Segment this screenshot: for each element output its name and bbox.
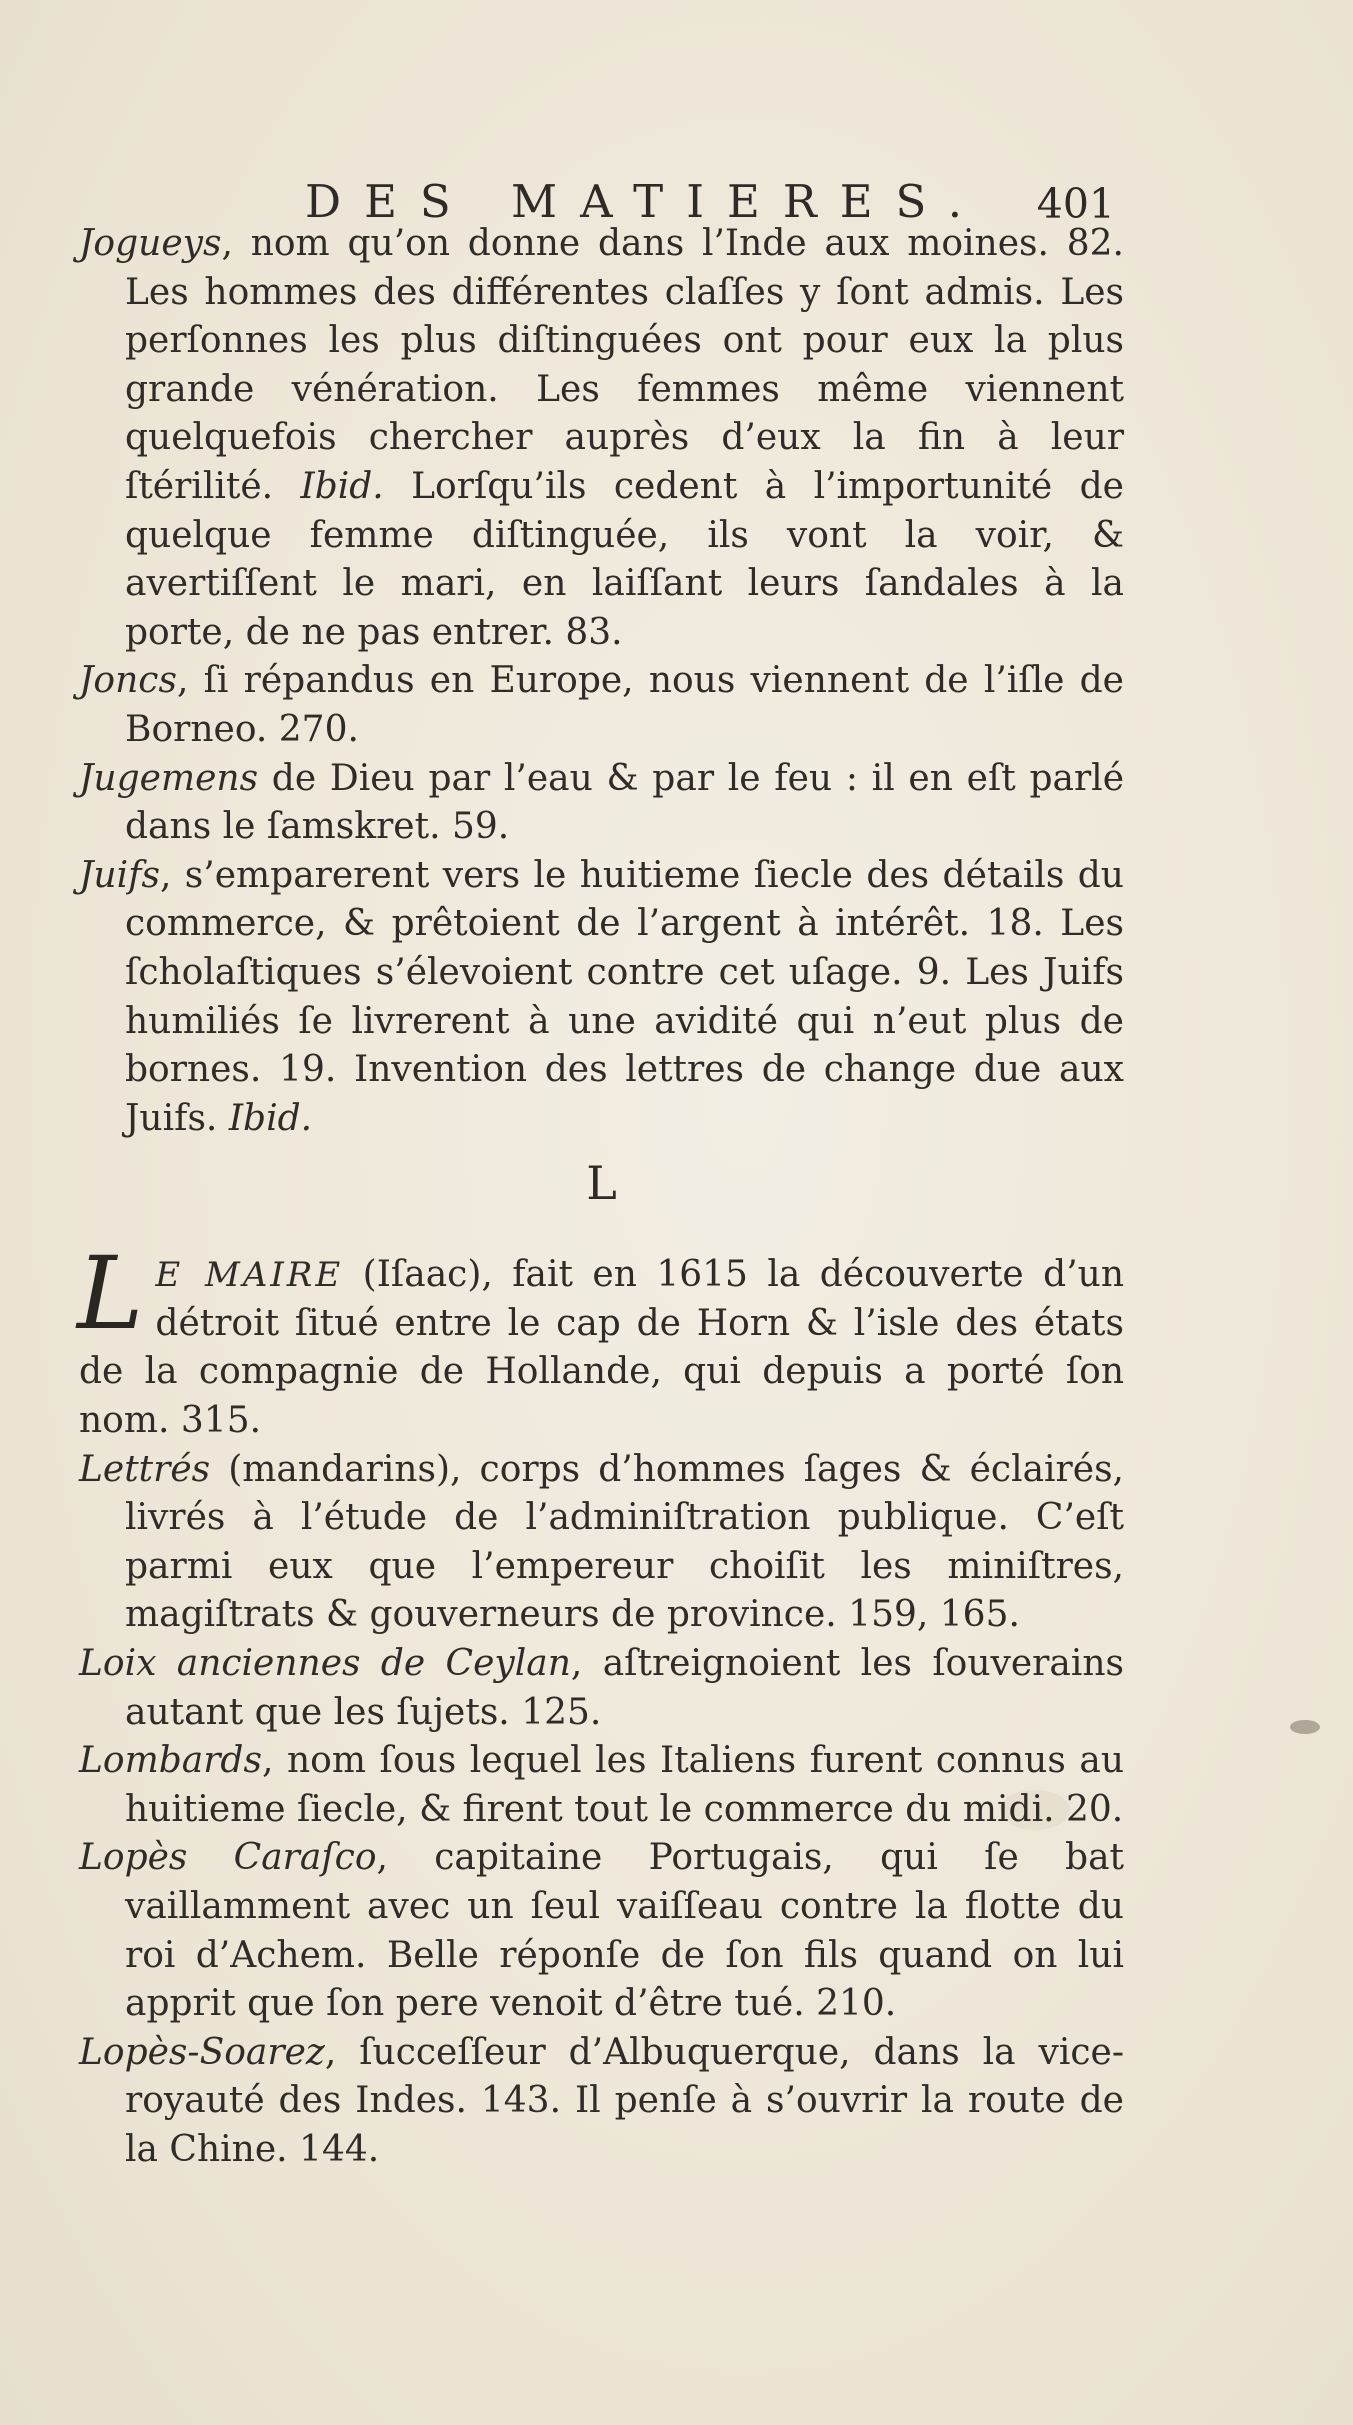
entry-headword: Jogueys xyxy=(79,223,222,264)
entry-text: , ſucceſſeur d’Albuquerque, dans la vice-royauté des Indes. 143. Il penſe à s’ouvrir la route de la Chine. 144. xyxy=(125,2031,1124,2170)
entry-text: , s’emparerent vers le huitieme ſiecle des détails du commerce, & prêtoient de l’argent à intérêt. 18. Les ſcholaſtiques s’élevoient contre cet uſage. 9. Les Juifs humiliés ſe livrerent à une avidité qui n’eut plus de bornes. 19. Invention des lettres de change due aux Juifs. xyxy=(125,854,1124,1139)
entry-headword: Juifs xyxy=(79,854,160,896)
entry-ref: Ibid. xyxy=(228,1097,313,1139)
entry-text: de Dieu par l’eau & par le feu : il en eſt parlé dans le ſamskret. 59. xyxy=(125,757,1124,848)
index-entry-jugemens xyxy=(79,755,1124,852)
entry-headword: Joncs xyxy=(79,660,177,702)
entry-text: Lorſqu’ils cedent à l’importunité de quelque femme diſtinguée, ils vont la voir, & avertiſſent le mari, en laiſſant leurs ſandales à la porte, de ne pas entrer. 83. xyxy=(125,465,1124,653)
index-entry-juifs xyxy=(79,852,1124,1144)
entry-text: , aſtreignoient les ſouverains autant que les ſujets. 125. xyxy=(125,1643,1124,1733)
entry-text: , nom ſous lequel les Italiens furent connus au huitieme ſiecle, & firent tout le commerce du midi. 20. xyxy=(125,1740,1124,1830)
entry-text: , ſi répandus en Europe, nous viennent de l’iſle de Borneo. 270. xyxy=(125,660,1124,750)
index-text xyxy=(79,220,1124,2175)
entry-headword: Lopès-Soarez xyxy=(79,2031,325,2073)
entry-text: , nom qu’on donne dans l’Inde aux moines. 82. Les hommes des différentes claſſes y ſont admis. Les perſonnes les plus diſtinguées ont pour eux la plus grande vénération. Les femmes même viennent quelquefois chercher auprès d’eux la fin à leur ſtérilité. xyxy=(125,223,1124,507)
index-entry-lombards xyxy=(79,1737,1124,1834)
drop-cap: L xyxy=(77,1235,144,1353)
entry-headword: Loix anciennes de Ceylan xyxy=(79,1643,571,1685)
index-entry-lopes-soarez xyxy=(79,2029,1124,2175)
index-entry-jogueys xyxy=(79,220,1124,657)
entry-text: (Iſaac), fait en 1615 la découverte d’un détroit ſitué entre le cap de Horn & l’isle des états de la compagnie de Hollande, qui depuis a porté ſon nom. 315. xyxy=(79,1254,1125,1442)
entry-text: (mandarins), corps d’hommes ſages & éclairés, livrés à l’étude de l’adminiſtration publique. C’eſt parmi eux que l’empereur choiſit les miniſtres, magiſtrats & gouverneurs de province. 159, 165. xyxy=(125,1448,1124,1636)
page-number: 401 xyxy=(1036,180,1115,228)
entry-headword: Lettrés xyxy=(79,1448,211,1490)
entry-headword: Lombards xyxy=(79,1740,262,1782)
index-entry-loix xyxy=(79,1640,1124,1737)
running-title: DES MATIERES. xyxy=(305,175,986,228)
section-letter: L xyxy=(586,1156,617,1211)
paper-stain xyxy=(1290,1720,1320,1734)
entry-text: , capitaine Portugais, qui ſe bat vaillamment avec un ſeul vaiſſeau contre la flotte du roi d’Achem. Belle réponſe de ſon fils quand on lui apprit que ſon pere venoit d’être tué. 210. xyxy=(125,1837,1124,2025)
entry-headword: Jugemens xyxy=(79,757,259,799)
entry-headword: E MAIRE xyxy=(155,1255,344,1296)
index-entry-lettres xyxy=(79,1446,1124,1640)
entry-headword: Lopès Caraſco xyxy=(79,1837,377,1879)
entry-ref: Ibid. xyxy=(300,465,384,507)
index-entry-lopes-carasco xyxy=(79,1834,1124,2028)
index-entry-le-maire xyxy=(77,1235,1125,1445)
index-entry-joncs xyxy=(79,657,1124,754)
